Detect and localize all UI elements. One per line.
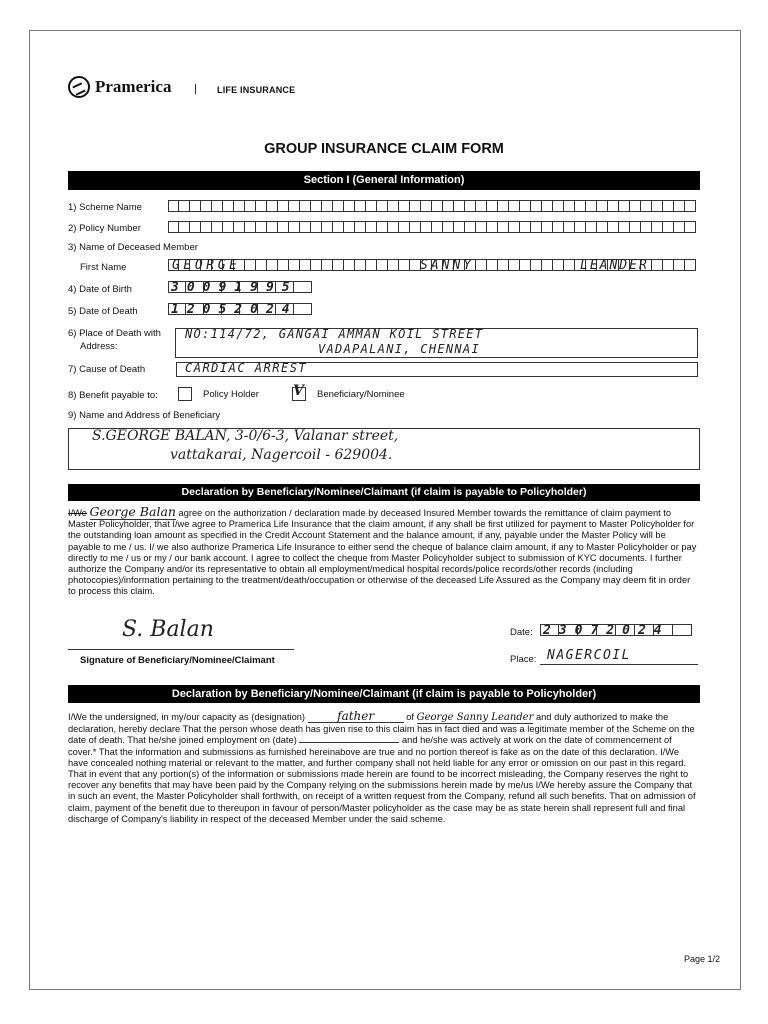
char-box	[641, 200, 652, 212]
char-box	[476, 221, 487, 233]
char-box	[652, 221, 663, 233]
char-box	[575, 221, 586, 233]
cause-of-death-label: 7) Cause of Death	[68, 364, 146, 375]
address-label: Address:	[80, 341, 118, 352]
char-box	[245, 259, 256, 271]
char-box	[520, 221, 531, 233]
char-box	[608, 200, 619, 212]
char-box	[168, 200, 179, 212]
char-box	[443, 200, 454, 212]
beneficiary-option-label: Beneficiary/Nominee	[317, 389, 405, 400]
declaration1-heading: Declaration by Beneficiary/Nominee/Claimant (if claim is payable to Policyholder)	[68, 484, 700, 501]
char-box	[586, 221, 597, 233]
char-box	[674, 221, 685, 233]
char-box	[674, 259, 685, 271]
char-box	[245, 221, 256, 233]
char-box	[630, 221, 641, 233]
char-box	[663, 259, 674, 271]
char-box	[542, 221, 553, 233]
scheme-name-boxes[interactable]	[168, 200, 696, 212]
beneficiary-signature: S. Balan	[122, 617, 214, 642]
char-box	[289, 200, 300, 212]
char-box	[674, 200, 685, 212]
char-box	[344, 221, 355, 233]
char-box	[498, 221, 509, 233]
first-name-value: GEORGE	[172, 258, 241, 273]
char-box	[355, 259, 366, 271]
char-box	[190, 221, 201, 233]
declaration2-heading: Declaration by Beneficiary/Nominee/Claimant (if claim is payable to Policyholder)	[68, 685, 700, 703]
char-box	[597, 221, 608, 233]
char-box	[487, 259, 498, 271]
char-box	[179, 221, 190, 233]
char-box	[289, 221, 300, 233]
char-box	[267, 221, 278, 233]
char-box	[410, 200, 421, 212]
char-box	[300, 200, 311, 212]
char-box	[399, 259, 410, 271]
form-title: GROUP INSURANCE CLAIM FORM	[264, 141, 504, 157]
char-box	[223, 200, 234, 212]
policy-holder-option-label: Policy Holder	[203, 389, 259, 400]
of-value: George Sanny Leander	[416, 712, 534, 723]
char-box	[322, 200, 333, 212]
char-box	[520, 200, 531, 212]
declaration-date-value: 23072024	[543, 623, 670, 638]
policy-number-label: 2) Policy Number	[68, 223, 141, 234]
char-box	[344, 259, 355, 271]
char-box	[399, 200, 410, 212]
char-box	[542, 200, 553, 212]
char-box	[322, 221, 333, 233]
pramerica-logo-icon	[68, 76, 90, 98]
declaration2-text	[68, 711, 700, 825]
char-box	[575, 200, 586, 212]
char-box	[377, 200, 388, 212]
char-box	[223, 221, 234, 233]
char-box	[509, 221, 520, 233]
division-label: LIFE INSURANCE	[217, 85, 296, 95]
char-box	[168, 221, 179, 233]
first-name-label: First Name	[80, 262, 127, 273]
char-box	[498, 259, 509, 271]
declaration1-prefix: I/We	[68, 508, 87, 518]
beneficiary-checkmark: V	[293, 383, 304, 399]
char-box	[685, 221, 696, 233]
char-box	[498, 200, 509, 212]
char-box	[355, 200, 366, 212]
char-box	[201, 200, 212, 212]
dod-label: 5) Date of Death	[68, 306, 138, 317]
char-box	[597, 200, 608, 212]
char-box	[520, 259, 531, 271]
brand-name: Pramerica	[95, 77, 172, 96]
place-label: Place:	[510, 654, 537, 665]
char-box	[344, 200, 355, 212]
char-box	[531, 200, 542, 212]
char-box	[630, 200, 641, 212]
char-box	[311, 200, 322, 212]
dob-label: 4) Date of Birth	[68, 284, 132, 295]
employment-date-blank[interactable]	[299, 742, 399, 743]
char-box	[234, 221, 245, 233]
char-box	[509, 200, 520, 212]
char-box	[388, 200, 399, 212]
char-box	[300, 221, 311, 233]
char-box	[278, 200, 289, 212]
char-box	[399, 221, 410, 233]
middle-name-value: SANNY	[420, 258, 475, 273]
beneficiary-line1: S.GEORGE BALAN, 3-0/6-3, Valanar street,	[92, 428, 399, 444]
declaration1-signer-name: George Balan	[89, 504, 176, 519]
char-box	[564, 200, 575, 212]
char-box	[366, 259, 377, 271]
char-box	[212, 221, 223, 233]
char-box	[256, 200, 267, 212]
char-box	[652, 259, 663, 271]
benefit-payable-label: 8) Benefit payable to:	[68, 390, 158, 401]
char-box	[289, 259, 300, 271]
char-box	[553, 221, 564, 233]
char-box	[333, 259, 344, 271]
char-box	[663, 200, 674, 212]
char-box	[278, 259, 289, 271]
char-box	[619, 200, 630, 212]
char-box	[465, 221, 476, 233]
char-box	[366, 200, 377, 212]
char-box	[256, 221, 267, 233]
char-box	[487, 221, 498, 233]
char-box	[608, 221, 619, 233]
char-box	[267, 200, 278, 212]
dob-value: 30091995	[171, 280, 298, 295]
place-line	[540, 664, 698, 665]
declaration-date-label: Date:	[510, 627, 533, 638]
char-box	[421, 221, 432, 233]
char-box	[685, 259, 696, 271]
declaration2-text-c: and he/she was actively at work on the date of commencement of cover.* That the information and submissions as furnished hereinabove are true and no portion thereof is fake as on the date of this declaration. I/We have concealed nothing material or relevant to the matter, and further company shall not held liable for any error or omission on our past in this regard. That in event that any portion(s) of the information or submissions made herein are found to be incorrect misleading, the Company reserves the right to recover any benefits that may have been paid by the Company relying on the submissions herein made by me/us I/We hereby assure the Company that in such an event, the Master Policyholder shall forthwith, on receipt of a written request from the Company, refund all such benefits. That on admission of claim, payment of the benefit due to thereupon in favour of person/Master policyholder as the case may be as state herein shall represent full and final discharge of Company's liability in respect of the deceased Member under the said scheme.	[68, 735, 696, 824]
char-box	[685, 200, 696, 212]
char-box	[553, 200, 564, 212]
char-box	[421, 200, 432, 212]
char-box	[509, 259, 520, 271]
scheme-name-label: 1) Scheme Name	[68, 202, 142, 213]
char-box	[190, 200, 201, 212]
char-box	[377, 259, 388, 271]
char-box	[454, 200, 465, 212]
char-box	[300, 259, 311, 271]
char-box	[278, 221, 289, 233]
char-box	[355, 221, 366, 233]
char-box	[212, 200, 223, 212]
char-box	[377, 221, 388, 233]
declaration2-text-of: of	[406, 712, 414, 722]
char-box	[267, 259, 278, 271]
char-box	[476, 200, 487, 212]
section1-heading: Section I (General Information)	[68, 171, 700, 190]
char-box	[245, 200, 256, 212]
place-value: NAGERCOIL	[547, 648, 631, 663]
last-name-value: LEANDER	[580, 258, 649, 273]
char-box	[179, 200, 190, 212]
char-box	[410, 221, 421, 233]
char-box	[443, 221, 454, 233]
pramerica-logo	[68, 76, 171, 98]
policy-number-boxes[interactable]	[168, 221, 696, 233]
char-box	[663, 221, 674, 233]
char-box	[531, 221, 542, 233]
char-box	[366, 221, 377, 233]
beneficiary-line2: vattakarai, Nagercoil - 629004.	[170, 447, 393, 463]
char-box	[564, 221, 575, 233]
char-box	[388, 221, 399, 233]
char-box	[333, 221, 344, 233]
char-box	[201, 221, 212, 233]
char-box	[542, 259, 553, 271]
page-number: Page 1/2	[684, 954, 721, 964]
policy-holder-checkbox[interactable]	[178, 387, 192, 401]
declaration2-text-a: I/We the undersigned, in my/our capacity as (designation)	[68, 712, 306, 722]
char-box	[641, 221, 652, 233]
char-box	[465, 200, 476, 212]
cause-of-death-value: CARDIAC ARREST	[185, 361, 308, 375]
declaration1-body: agree on the authorization / declaration made by deceased Insured Member towards the remittance of claim payment to Master Policyholder, that I/we agree to Pramerica Life Insurance that the claim amount, if any shall be first utilized for payment to Master Policyholder for the outstanding loan amount as specified in the Credit Account Statement and the balance amount, if any, payable under the Master Policy will be payable to me / us. I/ we also authorize Pramerica Life Insurance to either send the cheque of balance claim amount, if any to Master Policyholder or pay directly to me / us or my / our bank account. I agree to collect the cheque from Master Policyholder subject to submission of KYC documents. I further authorize the Company and/or its representative to obtain all employment/medical hospital records/police records/other records (including photocopies)/information pertaining to the treatment/death/occupation or otherwise of the deceased Life Assured as the Company may deem fit in order to process this claim.	[68, 508, 697, 597]
dod-value: 12052024	[171, 302, 298, 317]
char-box	[311, 221, 322, 233]
char-box	[256, 259, 267, 271]
char-box	[553, 259, 564, 271]
char-box	[586, 200, 597, 212]
place-line1: NO:114/72, GANGAI AMMAN KOIL STREET	[185, 327, 484, 341]
char-box	[333, 200, 344, 212]
declaration2-text-b: and duly authorized to make the declaration, hereby declare That the person whose death has given rise to this claim has in fact died and was a legitimate member of the Scheme on the date of death. That he/she joined employment on (date)	[68, 712, 695, 746]
char-box	[454, 221, 465, 233]
signature-label: Signature of Beneficiary/Nominee/Claimant	[80, 655, 275, 666]
char-box	[564, 259, 575, 271]
char-box	[322, 259, 333, 271]
char-box	[652, 200, 663, 212]
beneficiary-label: 9) Name and Address of Beneficiary	[68, 410, 221, 421]
header-divider	[195, 84, 196, 94]
char-box	[388, 259, 399, 271]
char-box	[673, 624, 692, 636]
char-box	[432, 200, 443, 212]
char-box	[432, 221, 443, 233]
char-box	[619, 221, 630, 233]
char-box	[311, 259, 322, 271]
char-box	[476, 259, 487, 271]
signature-line	[68, 649, 294, 650]
char-box	[531, 259, 542, 271]
char-box	[234, 200, 245, 212]
declaration1-text	[68, 506, 700, 598]
place-line2: VADAPALANI, CHENNAI	[318, 342, 480, 356]
deceased-name-label: 3) Name of Deceased Member	[68, 242, 198, 253]
designation-value: father	[308, 711, 404, 723]
char-box	[487, 200, 498, 212]
place-of-death-label: 6) Place of Death with	[68, 328, 161, 339]
